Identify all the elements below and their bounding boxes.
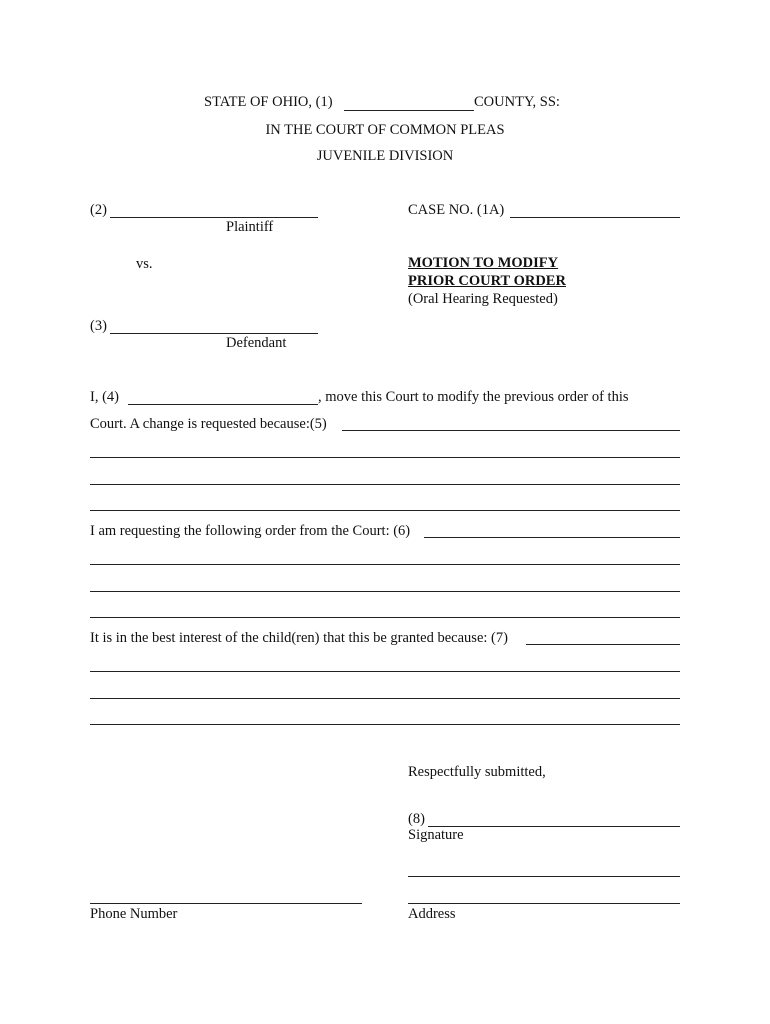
case-no-field[interactable]: [510, 217, 680, 218]
best-interest-line[interactable]: [90, 724, 680, 725]
plaintiff-label: Plaintiff: [226, 219, 274, 235]
respectfully-submitted: Respectfully submitted,: [408, 764, 546, 780]
plaintiff-field[interactable]: [110, 217, 318, 218]
plaintiff-num: (2): [90, 202, 107, 218]
versus-text: vs.: [136, 256, 153, 272]
state-line: [204, 94, 333, 111]
county-field[interactable]: [344, 110, 474, 111]
order-request-line[interactable]: [90, 591, 680, 592]
best-interest-line[interactable]: [90, 671, 680, 672]
order-request-line[interactable]: [90, 564, 680, 565]
change-reason-line[interactable]: [90, 510, 680, 511]
case-no-label: CASE NO. (1A): [408, 202, 505, 218]
motion-title-line1: MOTION TO MODIFY: [408, 255, 559, 271]
state-prefix: STATE OF OHIO, (1): [204, 94, 333, 110]
defendant-label: Defendant: [226, 335, 287, 351]
movant-name-field[interactable]: [128, 404, 318, 405]
movant-prefix: I, (4): [90, 389, 119, 405]
division-title: JUVENILE DIVISION: [316, 148, 454, 164]
change-request-text: Court. A change is requested because:(5): [90, 416, 327, 432]
county-suffix: COUNTY, SS:: [474, 94, 560, 110]
signature-label: Signature: [408, 827, 464, 843]
address-line-2[interactable]: [408, 903, 680, 904]
phone-label: Phone Number: [90, 906, 178, 922]
defendant-field[interactable]: [110, 333, 318, 334]
change-reason-line[interactable]: [90, 484, 680, 485]
address-line-1[interactable]: [408, 876, 680, 877]
best-interest-line[interactable]: [90, 698, 680, 699]
address-label: Address: [408, 906, 456, 922]
defendant-num: (3): [90, 318, 107, 334]
order-request-field[interactable]: [424, 537, 680, 538]
change-reason-line[interactable]: [90, 457, 680, 458]
change-reason-field[interactable]: [342, 430, 680, 431]
signature-field[interactable]: [428, 826, 680, 827]
best-interest-text: It is in the best interest of the child(ren) that this be granted because: (7): [90, 630, 508, 646]
order-request-text: I am requesting the following order from the Court: (6): [90, 523, 411, 539]
court-title: IN THE COURT OF COMMON PLEAS: [265, 122, 505, 138]
move-text: , move this Court to modify the previous order of this: [318, 389, 629, 405]
phone-field[interactable]: [90, 903, 362, 904]
order-request-line[interactable]: [90, 617, 680, 618]
signature-num: (8): [408, 811, 425, 827]
hearing-note: (Oral Hearing Requested): [408, 291, 558, 307]
motion-title-line2: PRIOR COURT ORDER: [408, 273, 566, 289]
best-interest-field[interactable]: [526, 644, 680, 645]
